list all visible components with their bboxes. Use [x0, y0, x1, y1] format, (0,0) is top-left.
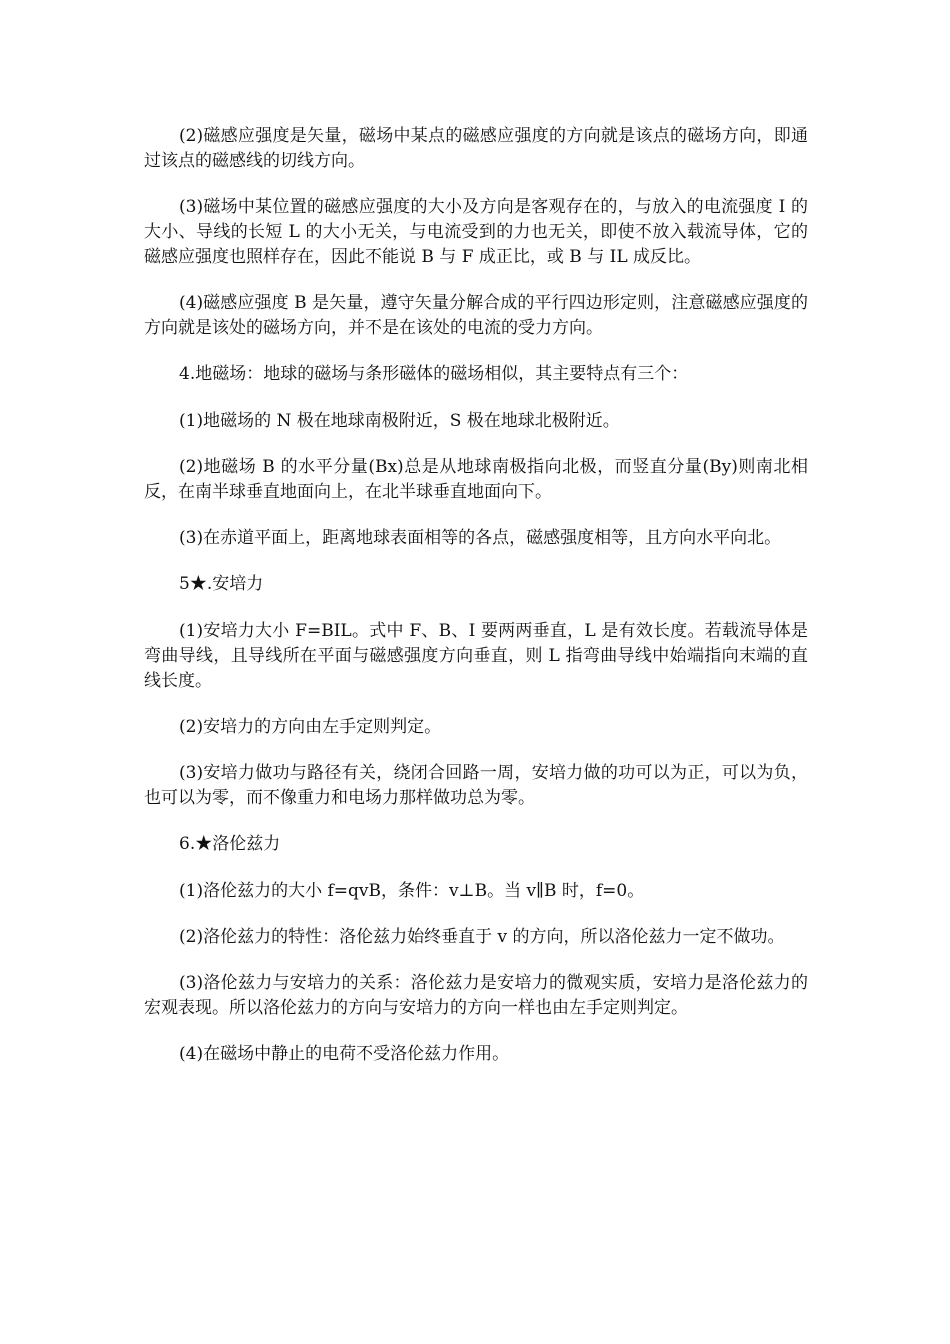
section-heading-lorentz-force: 6.★洛伦兹力 [179, 834, 281, 854]
document-body [144, 124, 808, 1088]
paragraph-geomagnetic-poles: (1)地磁场的 N 极在地球南极附近，S 极在地球北极附近。 [179, 411, 620, 431]
paragraph-lorentz-static-charge: (4)在磁场中静止的电荷不受洛伦兹力作用。 [179, 1044, 510, 1064]
paragraph-geomagnetic-equator: (3)在赤道平面上，距离地球表面相等的各点，磁感强度相等，且方向水平向北。 [179, 528, 782, 548]
paragraph-geomagnetic-components: (2)地磁场 B 的水平分量(Bx)总是从地球南极指向北极，而竖直分量(By)则南北相反，在南半球垂直地面向上，在北半球垂直地面向下。 [144, 457, 808, 502]
paragraph-magnetic-induction-vector: (2)磁感应强度是矢量，磁场中某点的磁感应强度的方向就是该点的磁场方向，即通过该点的磁感线的切线方向。 [144, 126, 808, 171]
paragraph-ampere-force-direction: (2)安培力的方向由左手定则判定。 [179, 717, 442, 737]
paragraph-ampere-force-magnitude: (1)安培力大小 F=BIL。式中 F、B、I 要两两垂直，L 是有效长度。若载流导体是弯曲导线，且导线所在平面与磁感强度方向垂直，则 L 指弯曲导线中始端指向末端的直线长度。 [144, 621, 808, 691]
paragraph-lorentz-ampere-relation: (3)洛伦兹力与安培力的关系：洛伦兹力是安培力的微观实质，安培力是洛伦兹力的宏观表现。所以洛伦兹力的方向与安培力的方向一样也由左手定则判定。 [144, 973, 808, 1018]
paragraph-lorentz-force-property: (2)洛伦兹力的特性：洛伦兹力始终垂直于 v 的方向，所以洛伦兹力一定不做功。 [179, 927, 785, 947]
section-heading-geomagnetic-field: 4.地磁场：地球的磁场与条形磁体的磁场相似，其主要特点有三个： [179, 364, 689, 384]
paragraph-ampere-force-work: (3)安培力做功与路径有关，绕闭合回路一周，安培力做的功可以为正，可以为负，也可以为零，而不像重力和电场力那样做功总为零。 [144, 763, 808, 808]
section-heading-ampere-force: 5★.安培力 [179, 574, 264, 594]
paragraph-magnetic-induction-objective: (3)磁场中某位置的磁感应强度的大小及方向是客观存在的，与放入的电流强度 I 的大小、导线的长短 L 的大小无关，与电流受到的力也无关，即使不放入载流导体，它的磁感应强度也照样存在，因此不能说 B 与 F 成正比，或 B 与 IL 成反比。 [144, 197, 808, 267]
paragraph-lorentz-force-magnitude: (1)洛伦兹力的大小 f=qvB，条件：v⊥B。当 v∥B 时，f=0。 [179, 881, 645, 901]
paragraph-magnetic-induction-parallelogram: (4)磁感应强度 B 是矢量，遵守矢量分解合成的平行四边形定则，注意磁感应强度的方向就是该处的磁场方向，并不是在该处的电流的受力方向。 [144, 293, 808, 338]
